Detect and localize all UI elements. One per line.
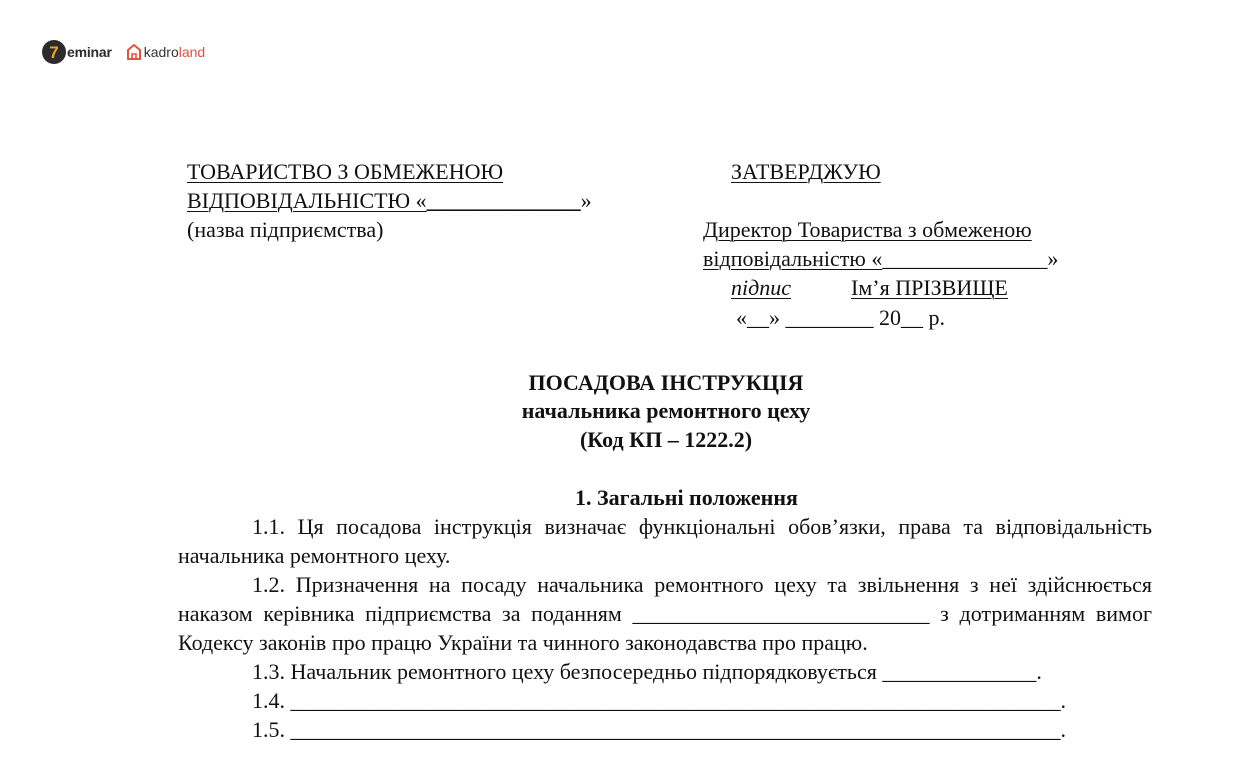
company-caption: (назва підприємства) [187,217,384,242]
seminar-logo-word: eminar [67,44,112,60]
seminar-mark-icon [42,40,66,64]
seminar-mark-text: 7 [49,42,59,62]
company-line-2 [187,186,592,215]
paragraph-1-3: 1.3. Начальник ремонтного цеху безпосередньо підпорядковується ______________. [252,659,1042,684]
director-line-2 [703,244,1058,273]
paragraph-1-2: 1.2. Призначення на посаду начальника ремонтного цеху та звільнення з неї здійснюється наказом керівника підприємства за поданням ___________________________ з дотриманням вимог Кодексу законів про працю України та чинного законодавства про працю. [178,572,1152,655]
signature-label: підпис [731,275,792,300]
approval-date-line: «__» ________ 20__ р. [736,305,945,330]
company-name-blank: ______________ [426,188,581,213]
company-line-2-prefix: ВІДПОВІДАЛЬНІСТЮ « [187,188,427,213]
director-line-2-suffix: » [1047,246,1059,271]
paragraph-1-1: 1.1. Ця посадова інструкція визначає функціональні обов’язки, права та відповідальність начальника ремонтного цеху. [178,514,1152,568]
section-1-body [178,512,1152,744]
company-line-1: ТОВАРИСТВО З ОБМЕЖЕНОЮ [187,159,504,184]
header-logos [42,40,205,64]
kadroland-logo [126,43,206,61]
director-line-2-prefix: відповідальністю « [703,246,883,271]
kadroland-logo-accent: land [178,44,206,60]
director-line-1: Директор Товариства з обмеженою [703,217,1032,242]
paragraph-1-4: 1.4. ______________________________________________________________________. [252,688,1066,713]
kadroland-logo-dark: kadro [143,44,179,60]
director-company-blank: _______________ [882,246,1048,271]
paragraph-1-5: 1.5. ______________________________________________________________________. [252,717,1066,742]
doc-title-line-1: ПОСАДОВА ІНСТРУКЦІЯ [528,370,804,395]
house-icon [126,43,142,61]
doc-title-line-3: (Код КП – 1222.2) [579,427,753,452]
doc-title-line-2: начальника ремонтного цеху [521,398,811,423]
section-1-heading: 1. Загальні положення [575,485,798,510]
seminar-logo [42,40,112,64]
name-label: Ім’я ПРІЗВИЩЕ [851,275,1008,300]
approval-title: ЗАТВЕРДЖУЮ [731,159,881,184]
company-line-2-suffix: » [580,188,592,213]
